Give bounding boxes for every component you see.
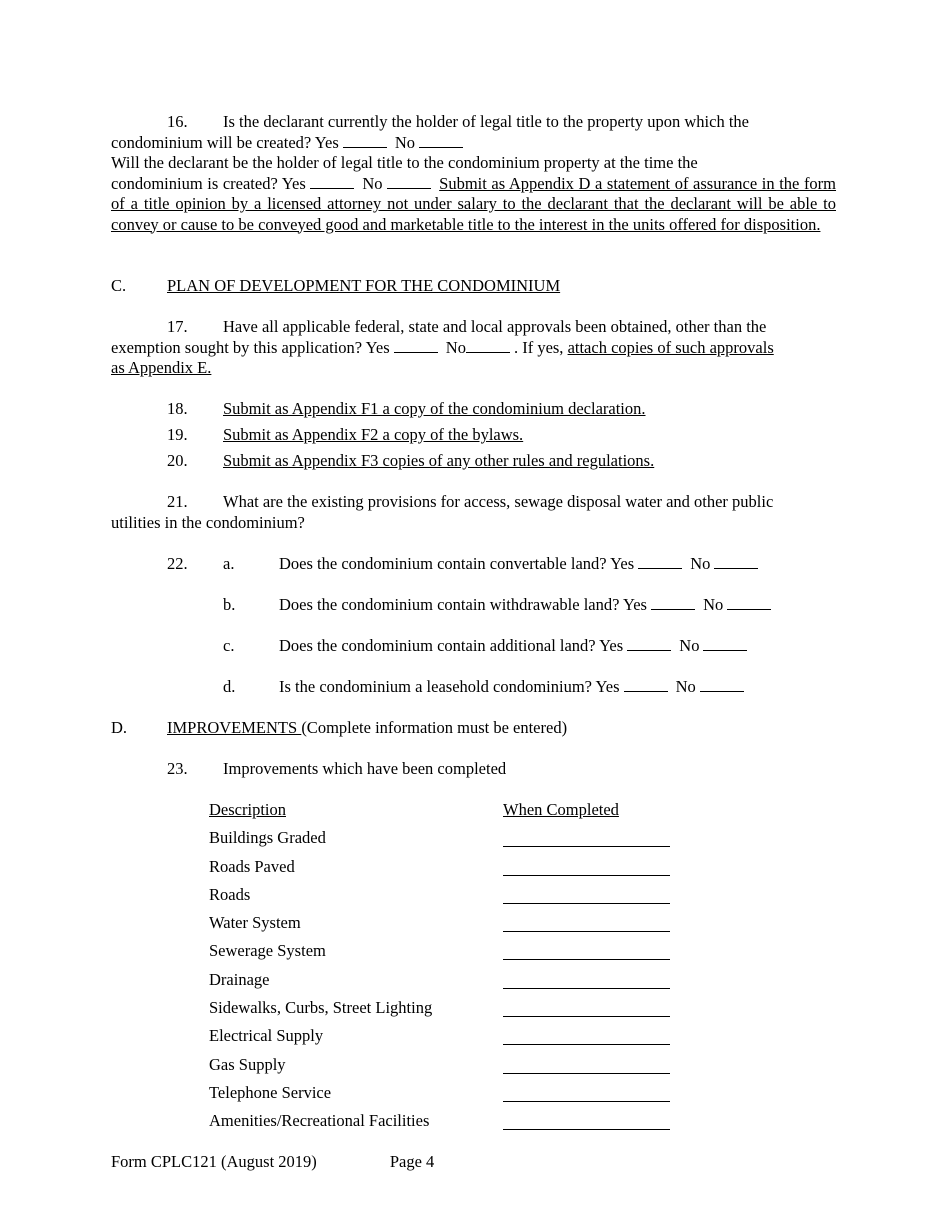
section-note: (Complete information must be entered) xyxy=(301,718,568,737)
question-text: . If yes, xyxy=(513,337,568,357)
sub-item-text: Does the condominium contain convertable land? Yes No xyxy=(279,554,836,595)
no-label: No xyxy=(445,337,466,357)
table-row xyxy=(209,1111,689,1139)
yes-blank[interactable] xyxy=(651,595,695,610)
when-completed-field[interactable] xyxy=(503,1055,670,1074)
table-row xyxy=(209,998,689,1026)
column-header-when-completed: When Completed xyxy=(503,800,619,819)
question-number: 23. xyxy=(167,759,188,778)
row-description: Sidewalks, Curbs, Street Lighting xyxy=(209,998,433,1018)
question-text: exemption sought by this application? Yes xyxy=(111,337,390,357)
question-text: Have all applicable federal, state and local approvals been obtained, other than the xyxy=(223,317,767,336)
section-title: PLAN OF DEVELOPMENT FOR THE CONDOMINIUM xyxy=(167,276,561,295)
row-description: Drainage xyxy=(209,969,270,989)
sub-item-letter: b. xyxy=(223,595,236,614)
no-blank[interactable] xyxy=(387,174,431,189)
question-22 xyxy=(111,554,836,718)
yes-blank[interactable] xyxy=(638,554,682,569)
section-letter: C. xyxy=(111,276,127,295)
no-blank[interactable] xyxy=(714,554,758,569)
when-completed-field[interactable] xyxy=(503,970,670,989)
row-description: Water System xyxy=(209,913,301,933)
when-completed-field[interactable] xyxy=(503,1083,670,1102)
question-19 xyxy=(111,425,836,446)
table-row xyxy=(209,941,689,969)
sub-item-letter: a. xyxy=(223,554,235,573)
question-21 xyxy=(111,492,836,533)
question-number: 19. xyxy=(167,425,188,444)
table-row xyxy=(209,1026,689,1054)
question-text: Is the declarant currently the holder of legal title to the property upon which the xyxy=(223,112,749,131)
sub-item-letter: d. xyxy=(223,677,236,696)
row-description: Telephone Service xyxy=(209,1082,332,1102)
no-blank[interactable] xyxy=(727,595,771,610)
yes-blank[interactable] xyxy=(343,133,387,148)
table-row xyxy=(209,913,689,941)
when-completed-field[interactable] xyxy=(503,913,670,932)
appendix-f2-instruction: Submit as Appendix F2 a copy of the bylaws. xyxy=(223,425,524,444)
no-blank[interactable] xyxy=(700,677,744,692)
column-header-description: Description xyxy=(209,800,286,819)
question-number: 16. xyxy=(167,112,188,131)
question-17 xyxy=(111,317,836,379)
row-description: Amenities/Recreational Facilities xyxy=(209,1111,430,1131)
when-completed-field[interactable] xyxy=(503,1111,670,1130)
question-23 xyxy=(111,759,836,780)
row-description: Sewerage System xyxy=(209,941,326,961)
sub-item-text: Does the condominium contain additional land? Yes No xyxy=(279,636,836,677)
question-text: condominium is created? Yes xyxy=(111,173,306,193)
section-c-heading xyxy=(111,276,836,297)
appendix-f1-instruction: Submit as Appendix F1 a copy of the condominium declaration. xyxy=(223,399,646,418)
question-text: What are the existing provisions for access, sewage disposal water and other public xyxy=(223,492,774,511)
row-description: Roads Paved xyxy=(209,856,295,876)
form-id: Form CPLC121 (August 2019) xyxy=(111,1152,317,1171)
no-blank[interactable] xyxy=(419,133,463,148)
sub-item-text: Does the condominium contain withdrawable land? Yes No xyxy=(279,595,836,636)
yes-blank[interactable] xyxy=(624,677,668,692)
table-header xyxy=(209,800,689,828)
question-text: Improvements which have been completed xyxy=(223,759,507,778)
row-description: Electrical Supply xyxy=(209,1026,324,1046)
row-description: Roads xyxy=(209,884,251,904)
question-16 xyxy=(111,112,836,235)
row-description: Gas Supply xyxy=(209,1054,286,1074)
no-blank[interactable] xyxy=(703,636,747,651)
appendix-e-instruction: as Appendix E. xyxy=(111,358,212,377)
section-d-heading xyxy=(111,718,836,739)
table-row xyxy=(209,857,689,885)
table-row xyxy=(209,885,689,913)
question-number: 21. xyxy=(167,492,188,511)
row-description: Buildings Graded xyxy=(209,828,326,848)
improvements-table xyxy=(209,800,689,1140)
question-20 xyxy=(111,451,836,472)
appendix-d-instruction: Submit as Appendix D a statement of assurance in the form of a title opinion by a licensed attorney not under salary to the declarant that the declarant will be able to convey or cause to be conveyed good and marketable title to the interest in the units offered for disposition. xyxy=(111,173,837,234)
when-completed-field[interactable] xyxy=(503,857,670,876)
page-footer xyxy=(111,1152,434,1173)
question-text: condominium will be created? Yes xyxy=(111,132,339,152)
section-letter: D. xyxy=(111,718,128,737)
question-text: Will the declarant be the holder of legal title to the condominium property at the time the xyxy=(111,153,698,172)
table-row xyxy=(209,1055,689,1083)
when-completed-field[interactable] xyxy=(503,998,670,1017)
no-blank[interactable] xyxy=(466,338,510,353)
no-label: No xyxy=(362,173,383,193)
no-label: No xyxy=(394,132,416,152)
appendix-e-instruction: attach copies of such approvals xyxy=(567,337,774,357)
when-completed-field[interactable] xyxy=(503,1026,670,1045)
yes-blank[interactable] xyxy=(310,174,354,189)
table-row xyxy=(209,970,689,998)
sub-item-letter: c. xyxy=(223,636,235,655)
yes-blank[interactable] xyxy=(627,636,671,651)
appendix-f3-instruction: Submit as Appendix F3 copies of any other rules and regulations. xyxy=(223,451,655,470)
sub-item-text: Is the condominium a leasehold condominium? Yes No xyxy=(279,677,836,718)
question-number: 18. xyxy=(167,399,188,418)
question-number: 22. xyxy=(167,554,188,573)
when-completed-field[interactable] xyxy=(503,828,670,847)
yes-blank[interactable] xyxy=(394,338,438,353)
question-number: 20. xyxy=(167,451,188,470)
when-completed-field[interactable] xyxy=(503,941,670,960)
table-row xyxy=(209,828,689,856)
question-text: utilities in the condominium? xyxy=(111,512,305,532)
question-number: 17. xyxy=(167,317,188,336)
question-18 xyxy=(111,399,836,420)
section-title: IMPROVEMENTS xyxy=(167,718,302,737)
table-row xyxy=(209,1083,689,1111)
when-completed-field[interactable] xyxy=(503,885,670,904)
page-number: Page 4 xyxy=(389,1152,435,1171)
